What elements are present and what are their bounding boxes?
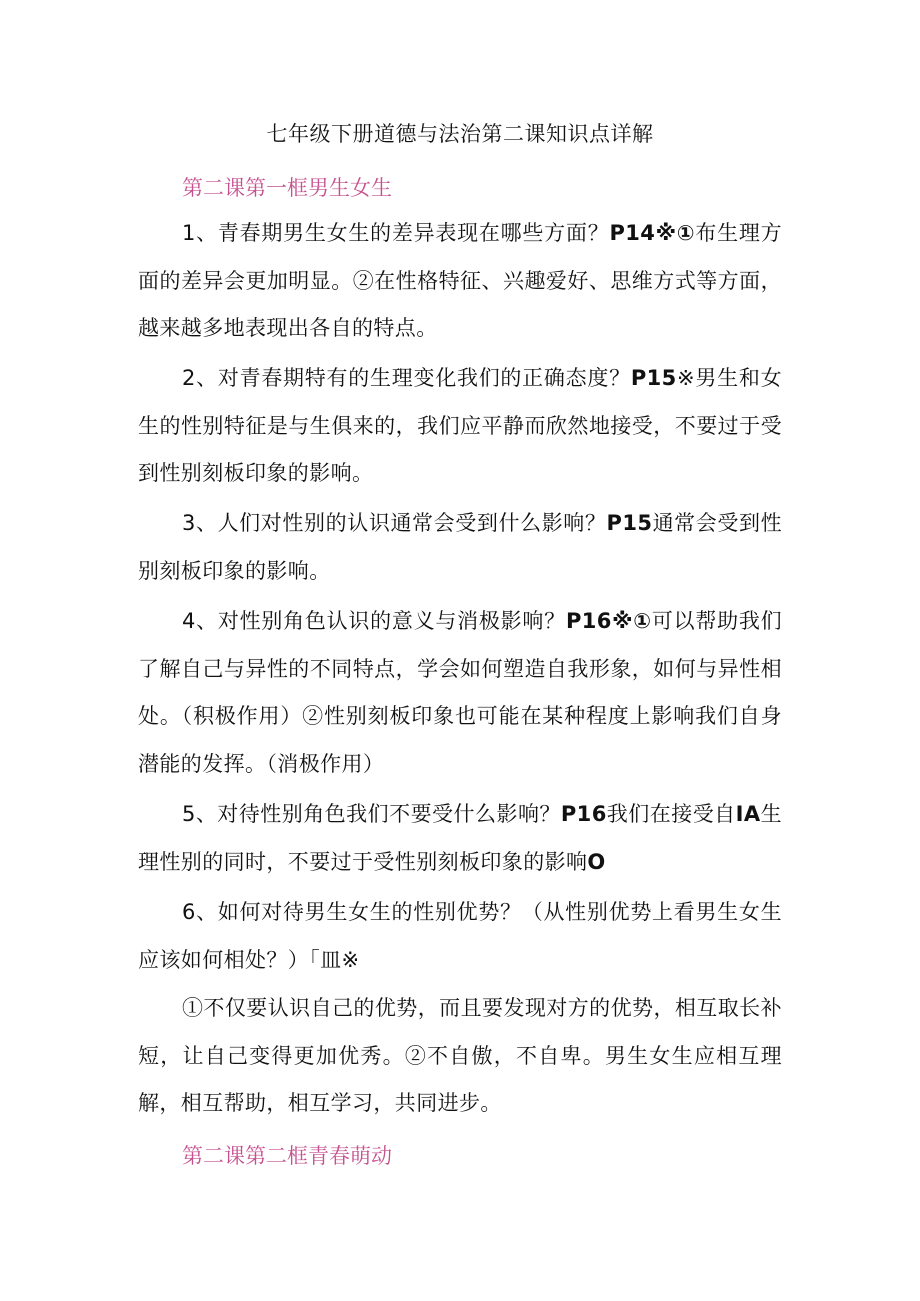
section-heading-1: 第二课第一框男生女生 [182,176,392,200]
section-heading-2: 第二课第二框青春萌动 [182,1144,392,1168]
page-ref-2: P15 [630,366,677,390]
question-4: 4、对性别角色认识的意义与消极影响？ [182,609,566,633]
page-title: 七年级下册道德与法治第二课知识点详解 [266,122,654,146]
answer-4: 可以帮助我们了解自己与异性的不同特点，学会如何塑造自我形象，如何与异性相处。（积极作用）②性别刻板印象也可能在某种程度上影响我们自身潜能的发挥。（消极作用） [138,609,783,777]
page-ref-4: P16※① [565,609,652,633]
question-1: 1、青春期男生女生的差异表现在哪些方面？ [182,221,610,245]
answer-3: 通常会受到性别刻板印象的影响。 [138,511,783,583]
item-6-question [138,889,782,984]
answer-5-part-2: 生理性别的同时，不要过于受性别刻板印象的影响 [138,802,782,874]
item-1 [138,210,782,353]
page-ref-3: P15 [606,511,653,535]
item-4 [138,598,782,789]
question-3: 3、人们对性别的认识通常会受到什么影响？ [182,511,607,535]
item-2 [138,355,782,498]
page-ref-5: P16 [560,802,607,826]
answer-1: 布生理方面的差异会更加明显。②在性格特征、兴趣爱好、思维方式等方面，越来越多地表现出各自的特点。 [138,221,782,341]
item-5 [138,791,782,886]
question-6: 6、如何对待男生女生的性别优势？（从性别优势上看男生女生应该如何相处？）「皿※ [138,900,782,972]
answer-5-end: O [587,849,606,874]
item-3 [138,500,782,595]
answer-5-mark: IA [735,802,761,826]
answer-2: ※男生和女生的性别特征是与生俱来的，我们应平静而欣然地接受，不要过于受到性别刻板印象的影响。 [138,366,782,486]
question-5: 5、对待性别角色我们不要受什么影响？ [182,802,561,826]
page-ref-1: P14※① [609,221,696,245]
answer-5-part-1: 我们在接受自 [606,802,736,826]
item-6-answer [138,985,782,1128]
answer-6: ①不仅要认识自己的优势，而且要发现对方的优势，相互取长补短，让自己变得更加优秀。②不自傲，不自卑。男生女生应相互理解，相互帮助，相互学习，共同进步。 [138,996,782,1116]
question-2: 2、对青春期特有的生理变化我们的正确态度？ [182,366,631,390]
